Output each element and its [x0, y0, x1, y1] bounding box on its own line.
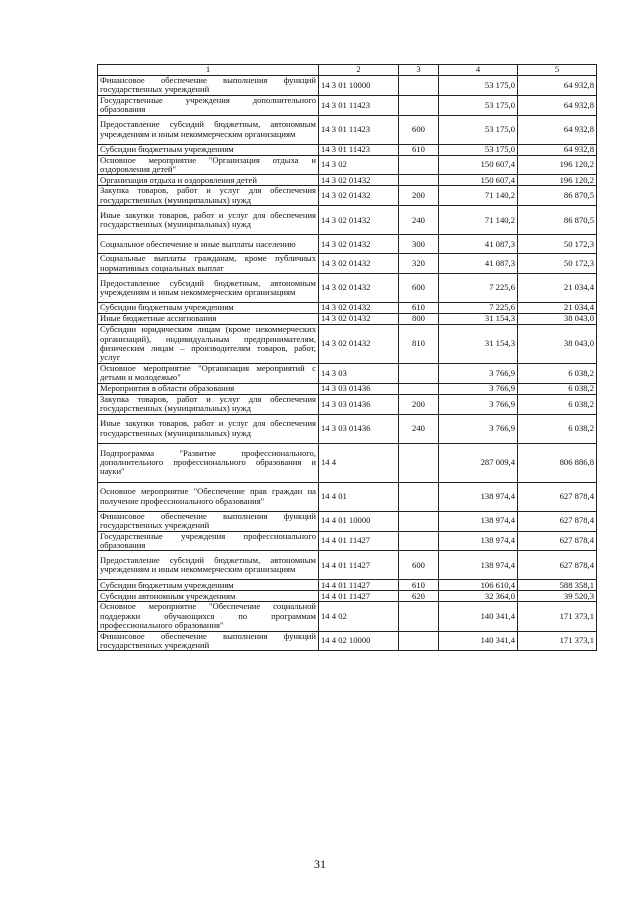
table-row [98, 631, 597, 651]
row-value-2-cell: 196 120,2 [518, 175, 597, 186]
row-type-cell [399, 511, 439, 531]
row-value-1-cell: 53 175,0 [439, 76, 518, 96]
row-value-2-cell: 64 932,8 [518, 115, 597, 144]
row-value-2-cell: 64 932,8 [518, 95, 597, 115]
row-value-1-cell: 140 341,4 [439, 602, 518, 631]
row-code-cell: 14 3 02 01432 [319, 206, 399, 235]
row-name-cell: Финансовое обеспечение выполнения функций государственных учреждений [98, 631, 319, 651]
row-type-cell: 610 [399, 303, 439, 314]
row-value-2-cell: 64 932,8 [518, 144, 597, 155]
row-value-1-cell: 138 974,4 [439, 531, 518, 551]
table-row [98, 482, 597, 511]
row-name-cell: Основное мероприятие "Обеспечение социальной поддержки обучающихся по программам профессионального образования" [98, 602, 319, 631]
row-code-cell: 14 3 02 01432 [319, 303, 399, 314]
table-header-row [98, 65, 597, 76]
row-value-1-cell: 41 087,3 [439, 235, 518, 254]
row-code-cell: 14 3 02 01432 [319, 274, 399, 303]
row-type-cell [399, 482, 439, 511]
row-code-cell: 14 3 02 01432 [319, 235, 399, 254]
row-name-cell: Предоставление субсидий бюджетным, автономным учреждениям и иным некоммерческим организациям [98, 551, 319, 580]
table-row [98, 591, 597, 602]
row-value-2-cell: 38 043,0 [518, 325, 597, 364]
row-name-cell: Социальное обеспечение и иные выплаты населению [98, 235, 319, 254]
row-name-cell: Основное мероприятие "Обеспечение прав граждан на получение профессионального образования" [98, 482, 319, 511]
row-code-cell: 14 3 03 [319, 364, 399, 384]
row-type-cell: 200 [399, 186, 439, 206]
row-code-cell: 14 4 01 11427 [319, 591, 399, 602]
page-number: 31 [314, 857, 326, 871]
row-name-cell: Субсидии бюджетным учреждениям [98, 580, 319, 591]
row-value-2-cell: 627 878,4 [518, 531, 597, 551]
row-value-1-cell: 3 766,9 [439, 394, 518, 414]
row-type-cell: 810 [399, 325, 439, 364]
table-row [98, 314, 597, 325]
row-code-cell: 14 4 [319, 443, 399, 482]
row-code-cell: 14 4 01 10000 [319, 511, 399, 531]
table-row [98, 115, 597, 144]
row-code-cell: 14 3 02 01432 [319, 175, 399, 186]
row-value-2-cell: 6 038,2 [518, 394, 597, 414]
row-name-cell: Закупка товаров, работ и услуг для обеспечения государственных (муниципальных) нужд [98, 394, 319, 414]
table-row [98, 274, 597, 303]
row-code-cell: 14 4 01 [319, 482, 399, 511]
row-name-cell: Мероприятия в области образования [98, 383, 319, 394]
row-value-2-cell: 588 358,1 [518, 580, 597, 591]
row-value-2-cell: 6 038,2 [518, 364, 597, 384]
row-value-1-cell: 150 607,4 [439, 175, 518, 186]
row-type-cell: 610 [399, 580, 439, 591]
row-code-cell: 14 3 02 01432 [319, 314, 399, 325]
table-row [98, 235, 597, 254]
row-value-1-cell: 138 974,4 [439, 511, 518, 531]
row-value-2-cell: 38 043,0 [518, 314, 597, 325]
row-value-1-cell: 53 175,0 [439, 115, 518, 144]
table-row [98, 303, 597, 314]
row-value-2-cell: 86 870,5 [518, 186, 597, 206]
row-type-cell [399, 383, 439, 394]
row-value-1-cell: 53 175,0 [439, 95, 518, 115]
header-cell: 5 [518, 65, 597, 76]
row-code-cell: 14 3 03 01436 [319, 394, 399, 414]
row-value-1-cell: 32 364,0 [439, 591, 518, 602]
table-row [98, 580, 597, 591]
row-type-cell [399, 531, 439, 551]
budget-table [97, 64, 597, 651]
table-row [98, 186, 597, 206]
row-value-1-cell: 3 766,9 [439, 364, 518, 384]
row-code-cell: 14 3 01 10000 [319, 76, 399, 96]
row-code-cell: 14 4 01 11427 [319, 531, 399, 551]
row-value-2-cell: 21 034,4 [518, 274, 597, 303]
row-value-2-cell: 627 878,4 [518, 482, 597, 511]
row-code-cell: 14 3 01 11423 [319, 144, 399, 155]
row-type-cell [399, 443, 439, 482]
row-code-cell: 14 3 03 01436 [319, 414, 399, 443]
row-name-cell: Субсидии юридическим лицам (кроме некоммерческих организаций), индивидуальным предпринимателям, физическим лицам – производителям товаров, работ, услуг [98, 325, 319, 364]
row-type-cell: 240 [399, 414, 439, 443]
table-row [98, 325, 597, 364]
row-code-cell: 14 3 02 [319, 155, 399, 175]
row-value-1-cell: 71 140,2 [439, 186, 518, 206]
row-name-cell: Закупка товаров, работ и услуг для обеспечения государственных (муниципальных) нужд [98, 186, 319, 206]
table-row [98, 206, 597, 235]
row-code-cell: 14 4 02 [319, 602, 399, 631]
row-code-cell: 14 3 03 01436 [319, 383, 399, 394]
table-row [98, 394, 597, 414]
row-value-1-cell: 3 766,9 [439, 414, 518, 443]
table-row [98, 175, 597, 186]
row-value-1-cell: 71 140,2 [439, 206, 518, 235]
row-type-cell: 320 [399, 254, 439, 274]
row-name-cell: Иные закупки товаров, работ и услуг для обеспечения государственных (муниципальных) нужд [98, 206, 319, 235]
row-type-cell [399, 364, 439, 384]
row-code-cell: 14 3 02 01432 [319, 254, 399, 274]
row-value-2-cell: 171 373,1 [518, 602, 597, 631]
table-row [98, 414, 597, 443]
row-code-cell: 14 4 01 11427 [319, 551, 399, 580]
row-name-cell: Субсидии автономным учреждениям [98, 591, 319, 602]
table-row [98, 602, 597, 631]
header-cell: 3 [399, 65, 439, 76]
row-name-cell: Финансовое обеспечение выполнения функций государственных учреждений [98, 76, 319, 96]
row-value-2-cell: 21 034,4 [518, 303, 597, 314]
row-value-1-cell: 106 610,4 [439, 580, 518, 591]
row-value-2-cell: 50 172,3 [518, 235, 597, 254]
row-name-cell: Предоставление субсидий бюджетным, автономным учреждениям и иным некоммерческим организациям [98, 274, 319, 303]
row-code-cell: 14 4 02 10000 [319, 631, 399, 651]
row-value-2-cell: 627 878,4 [518, 511, 597, 531]
row-type-cell [399, 76, 439, 96]
row-value-1-cell: 138 974,4 [439, 551, 518, 580]
row-value-2-cell: 171 373,1 [518, 631, 597, 651]
row-code-cell: 14 3 02 01432 [319, 325, 399, 364]
table-row [98, 511, 597, 531]
row-name-cell: Подпрограмма "Развитие профессионального, дополнительного профессионального образования и науки" [98, 443, 319, 482]
row-name-cell: Организация отдыха и оздоровления детей [98, 175, 319, 186]
row-type-cell [399, 631, 439, 651]
row-value-2-cell: 86 870,5 [518, 206, 597, 235]
table-row [98, 76, 597, 96]
header-cell: 4 [439, 65, 518, 76]
row-value-1-cell: 140 341,4 [439, 631, 518, 651]
row-value-1-cell: 3 766,9 [439, 383, 518, 394]
row-name-cell: Иные закупки товаров, работ и услуг для обеспечения государственных (муниципальных) нужд [98, 414, 319, 443]
row-value-1-cell: 41 087,3 [439, 254, 518, 274]
table-row [98, 155, 597, 175]
row-type-cell: 600 [399, 551, 439, 580]
row-type-cell [399, 95, 439, 115]
row-type-cell: 300 [399, 235, 439, 254]
row-type-cell: 240 [399, 206, 439, 235]
row-type-cell [399, 602, 439, 631]
row-value-1-cell: 138 974,4 [439, 482, 518, 511]
table-row [98, 531, 597, 551]
row-value-1-cell: 53 175,0 [439, 144, 518, 155]
row-name-cell: Иные бюджетные ассигнования [98, 314, 319, 325]
row-name-cell: Государственные учреждения профессионального образования [98, 531, 319, 551]
row-value-2-cell: 627 878,4 [518, 551, 597, 580]
table-row [98, 144, 597, 155]
row-value-1-cell: 7 225,6 [439, 303, 518, 314]
table-row [98, 551, 597, 580]
row-name-cell: Субсидии бюджетным учреждениям [98, 144, 319, 155]
header-cell: 2 [319, 65, 399, 76]
row-code-cell: 14 4 01 11427 [319, 580, 399, 591]
row-type-cell [399, 155, 439, 175]
row-name-cell: Государственные учреждения дополнительного образования [98, 95, 319, 115]
row-type-cell: 200 [399, 394, 439, 414]
row-type-cell: 800 [399, 314, 439, 325]
row-type-cell [399, 175, 439, 186]
row-value-1-cell: 7 225,6 [439, 274, 518, 303]
row-value-2-cell: 6 038,2 [518, 414, 597, 443]
row-code-cell: 14 3 02 01432 [319, 186, 399, 206]
row-value-1-cell: 150 607,4 [439, 155, 518, 175]
row-name-cell: Субсидии бюджетным учреждениям [98, 303, 319, 314]
row-code-cell: 14 3 01 11423 [319, 95, 399, 115]
row-name-cell: Предоставление субсидий бюджетным, автономным учреждениям и иным некоммерческим организациям [98, 115, 319, 144]
row-name-cell: Основное мероприятие "Организация мероприятий с детьми и молодежью" [98, 364, 319, 384]
row-type-cell: 610 [399, 144, 439, 155]
row-value-2-cell: 39 520,3 [518, 591, 597, 602]
table-row [98, 95, 597, 115]
header-cell: 1 [98, 65, 319, 76]
row-value-1-cell: 287 009,4 [439, 443, 518, 482]
row-value-1-cell: 31 154,3 [439, 314, 518, 325]
table-row [98, 383, 597, 394]
row-value-2-cell: 806 886,8 [518, 443, 597, 482]
row-value-2-cell: 196 120,2 [518, 155, 597, 175]
table-row [98, 443, 597, 482]
row-name-cell: Финансовое обеспечение выполнения функций государственных учреждений [98, 511, 319, 531]
row-name-cell: Основное мероприятие "Организация отдыха и оздоровления детей" [98, 155, 319, 175]
table-row [98, 364, 597, 384]
row-value-1-cell: 31 154,3 [439, 325, 518, 364]
row-code-cell: 14 3 01 11423 [319, 115, 399, 144]
row-value-2-cell: 64 932,8 [518, 76, 597, 96]
row-value-2-cell: 50 172,3 [518, 254, 597, 274]
row-type-cell: 600 [399, 274, 439, 303]
row-type-cell: 600 [399, 115, 439, 144]
row-type-cell: 620 [399, 591, 439, 602]
row-name-cell: Социальные выплаты гражданам, кроме публичных нормативных социальных выплат [98, 254, 319, 274]
table-row [98, 254, 597, 274]
row-value-2-cell: 6 038,2 [518, 383, 597, 394]
